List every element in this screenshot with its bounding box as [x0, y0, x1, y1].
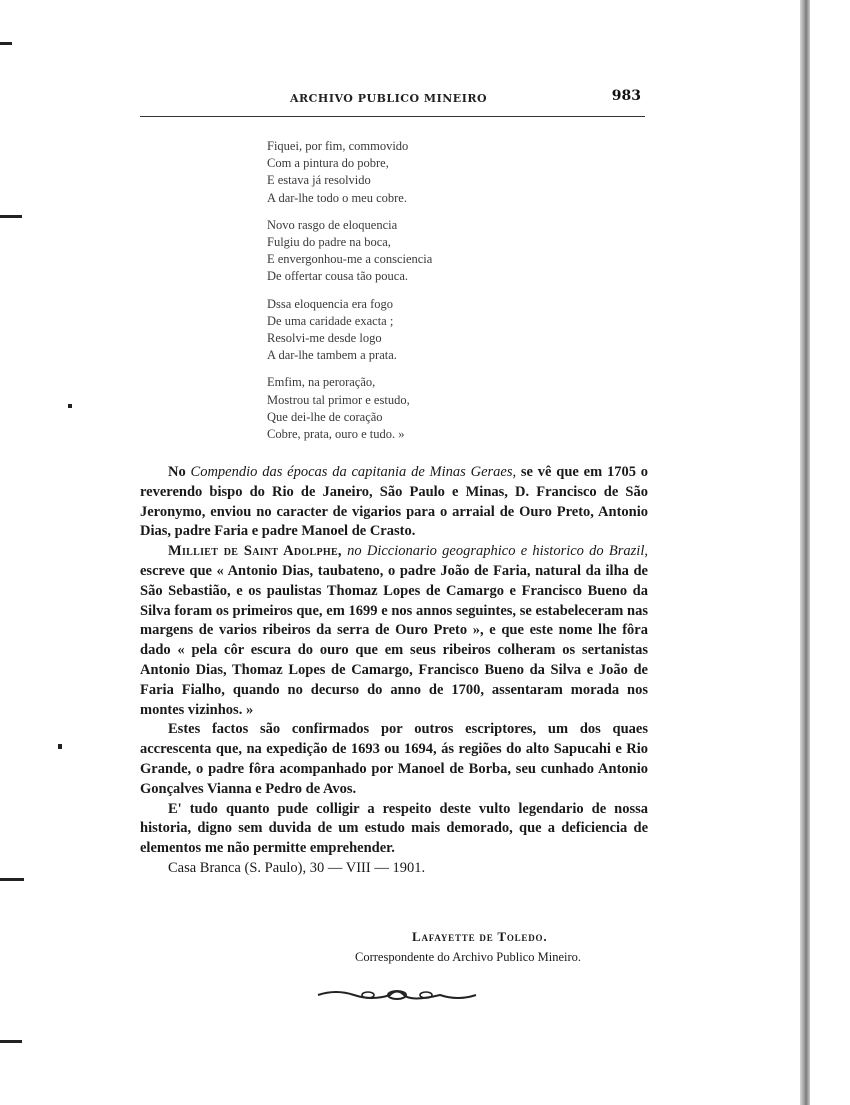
- verse-line: A dar-lhe todo o meu cobre.: [267, 190, 407, 205]
- paragraph-text: escreve que « Antonio Dias, taubateno, o padre João de Faria, natural da ilha de São Sebastião, e os paulistas Thomaz Lopes de Camargo e Francisco Bueno da Silva foram os primeiros que, em 1699 e nos annos seguintes, se estabeleceram nas margens de varios ribeiros da serra de Ouro Preto », e que este nome lhe fôra dado « pela côr escura do ouro que em seus ribeiros colheram os sertanistas Antonio Dias, Thomaz Lopes de Camargo, Francisco Bueno da Silva e João de Faria Fialho, quando no decurso do anno de 1700, assentaram morada nos montes vizinhos. »: [140, 562, 648, 718]
- paragraph: E' tudo quanto pude colligir a respeito deste vulto legendario de nossa historia, digno sem duvida de um estudo mais demorado, que a deficiencia de elementos me não permitte emprehender.: [140, 800, 648, 857]
- dateline: Casa Branca (S. Paulo), 30 — VIII — 1901.: [168, 859, 426, 876]
- paragraph: [140, 463, 648, 542]
- verse-line: De offertar cousa tão pouca.: [267, 269, 409, 284]
- page-edge-shadow: [800, 0, 810, 1105]
- stanza: [267, 138, 597, 207]
- signature-name: Lafayette de Toledo.: [412, 929, 548, 944]
- running-header: [140, 88, 645, 116]
- margin-mark: [0, 42, 12, 45]
- paragraph-text: no: [341, 543, 367, 560]
- margin-mark: [58, 744, 62, 749]
- stanza: [267, 296, 597, 365]
- header-rule: [140, 116, 645, 117]
- work-title: Compendio das épocas da capitania de Minas Geraes,: [190, 464, 517, 480]
- stanza: [267, 374, 597, 443]
- verse-line: De uma caridade exacta ;: [267, 313, 394, 328]
- verse-line: E estava já resolvido: [267, 173, 371, 188]
- verse-line: Novo rasgo de eloquencia: [267, 217, 398, 232]
- verse-line: Dssa eloquencia era fogo: [267, 296, 393, 311]
- body-text: [140, 463, 648, 879]
- verse-line: Fiquei, por fim, commovido: [267, 139, 409, 153]
- verse-line: Mostrou tal primor e estudo,: [267, 392, 410, 407]
- verse-line: Emfim, na peroração,: [267, 375, 376, 390]
- verse-line: Resolvi-me desde logo: [267, 331, 382, 346]
- signature-block: [355, 928, 655, 968]
- signature-role: Correspondente do Archivo Publico Mineiro.: [355, 950, 582, 964]
- margin-mark: [0, 1040, 22, 1043]
- verse-line: Com a pintura do pobre,: [267, 156, 389, 171]
- margin-mark: [0, 215, 22, 218]
- verse-line: E envergonhou-me a consciencia: [267, 252, 433, 267]
- poem: [267, 138, 597, 453]
- running-title: ARCHIVO PUBLICO MINEIRO: [290, 92, 488, 105]
- margin-mark: [0, 878, 24, 881]
- work-title: Diccionario geographico e historico do Brazil,: [366, 543, 648, 560]
- paragraph: Estes factos são confirmados por outros escriptores, um dos quaes accrescenta que, na expedição de 1693 ou 1694, ás regiões do alto Sapucahi e Rio Grande, o padre fôra acompanhado por Manoel de Borba, seu cunhado Antonio Gonçalves Vianna e Pedro de Avos.: [140, 721, 648, 797]
- verse-line: Cobre, prata, ouro e tudo. »: [267, 427, 405, 442]
- author-name: Milliet de Saint Adolphe,: [168, 543, 342, 560]
- verse-line: Fulgiu do padre na boca,: [267, 235, 391, 250]
- paragraph: [140, 542, 648, 720]
- paragraph-text: No: [168, 464, 191, 480]
- paragraph-text: se vê que em 1705 o reverendo bispo do Rio de Janeiro, São Paulo e Minas, D. Francisco de São Jeronymo, enviou no caracter de vigarios para o arraial de Ouro Preto, Antonio Dias, padre Faria e padre Manoel de Crasto.: [140, 464, 648, 540]
- margin-mark: [68, 404, 72, 408]
- end-ornament-icon: [316, 985, 478, 1005]
- verse-line: A dar-lhe tambem a prata.: [267, 348, 397, 363]
- page-number: 983: [611, 88, 641, 104]
- stanza: [267, 217, 597, 286]
- verse-line: Que dei-lhe de coração: [267, 409, 383, 424]
